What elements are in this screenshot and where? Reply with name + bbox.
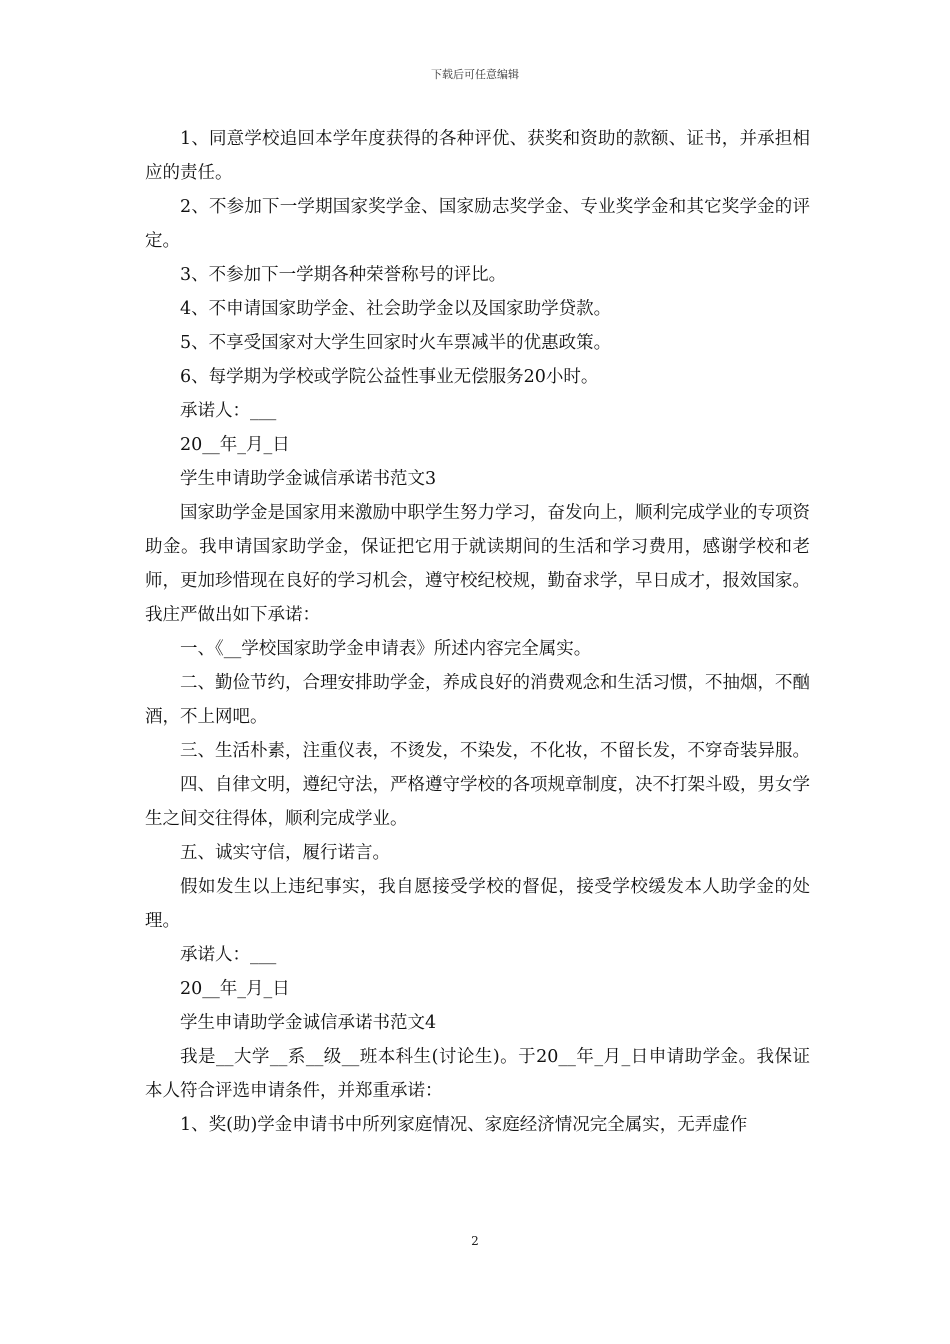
paragraph: 6、每学期为学校或学院公益性事业无偿服务20小时。 [180, 367, 599, 387]
paragraph: 一、《__学校国家助学金申请表》所述内容完全属实。 [180, 639, 592, 659]
page-number: 2 [471, 1234, 479, 1248]
paragraph: 1、奖(助)学金申请书中所列家庭情况、家庭经济情况完全属实，无弄虚作 [180, 1115, 748, 1135]
paragraph: 五、诚实守信，履行诺言。 [180, 843, 390, 863]
section-title: 学生申请助学金诚信承诺书范文3 [180, 469, 437, 489]
section-title: 学生申请助学金诚信承诺书范文4 [180, 1013, 437, 1033]
paragraph: 4、不申请国家助学金、社会助学金以及国家助学贷款。 [180, 299, 612, 319]
paragraph: 假如发生以上违纪事实，我自愿接受学校的督促，接受学校缓发本人助学金的处理。 [145, 877, 810, 931]
date-line: 20__年_月_日 [180, 979, 290, 999]
page-header: 下载后可任意编辑 [431, 68, 519, 81]
paragraph: 1、同意学校追回本学年度获得的各种评优、获奖和资助的款额、证书，并承担相应的责任。 [145, 129, 810, 183]
paragraph: 三、生活朴素，注重仪表，不烫发，不染发，不化妆，不留长发，不穿奇装异服。 [180, 741, 810, 761]
paragraph: 四、自律文明，遵纪守法，严格遵守学校的各项规章制度，决不打架斗殴，男女学生之间交往得体，顺利完成学业。 [145, 775, 810, 829]
paragraph: 2、不参加下一学期国家奖学金、国家励志奖学金、专业奖学金和其它奖学金的评定。 [145, 197, 810, 251]
signature-line: 承诺人：___ [180, 945, 277, 965]
paragraph: 我是__大学__系__级__班本科生(讨论生)。于20__年_月_日申请助学金。我保证本人符合评选申请条件，并郑重承诺： [145, 1047, 810, 1101]
paragraph: 二、勤俭节约，合理安排助学金，养成良好的消费观念和生活习惯，不抽烟，不酗酒，不上网吧。 [145, 673, 810, 727]
date-line: 20__年_月_日 [180, 435, 290, 455]
paragraph: 3、不参加下一学期各种荣誉称号的评比。 [180, 265, 507, 285]
document-body [145, 122, 810, 1142]
signature-line: 承诺人：___ [180, 401, 277, 421]
paragraph: 5、不享受国家对大学生回家时火车票减半的优惠政策。 [180, 333, 612, 353]
paragraph: 国家助学金是国家用来激励中职学生努力学习，奋发向上，顺利完成学业的专项资助金。我申请国家助学金，保证把它用于就读期间的生活和学习费用，感谢学校和老师，更加珍惜现在良好的学习机会，遵守校纪校规，勤奋求学，早日成才，报效国家。我庄严做出如下承诺： [145, 503, 810, 625]
